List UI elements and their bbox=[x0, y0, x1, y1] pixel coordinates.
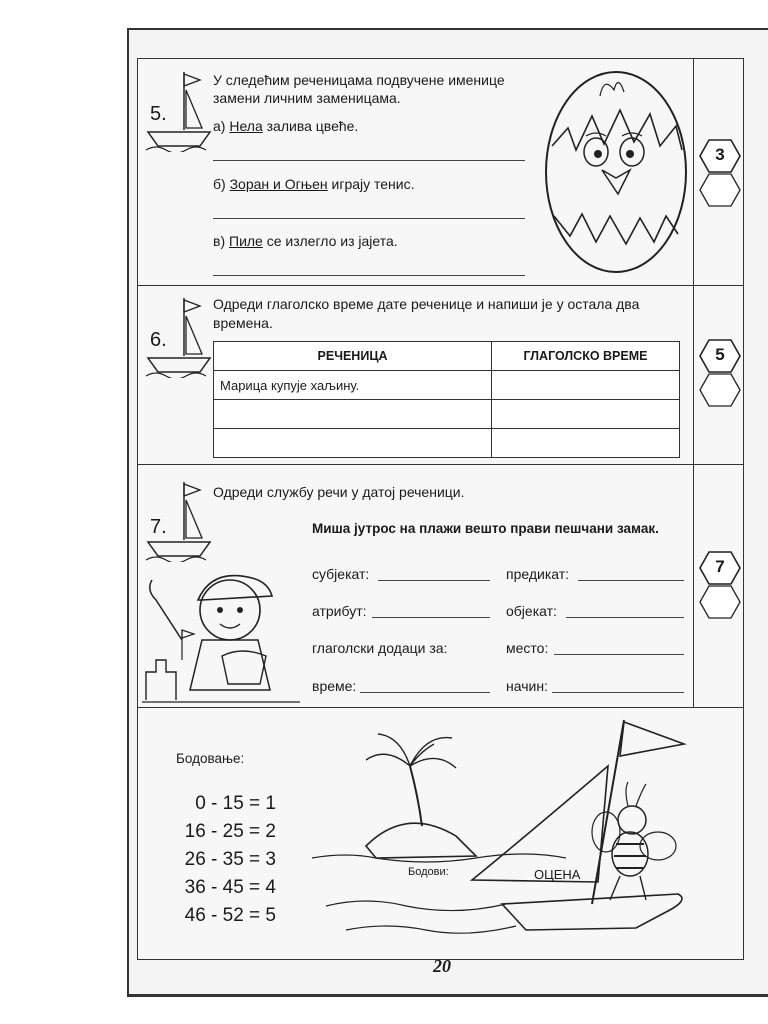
item-c-prefix: в) bbox=[213, 233, 226, 249]
divider-7-scoring bbox=[138, 707, 743, 708]
answer-line-a[interactable] bbox=[213, 160, 525, 161]
label-manner: начин: bbox=[506, 678, 548, 694]
label-attribute: атрибут: bbox=[312, 603, 367, 619]
boy-sandcastle-illustration bbox=[142, 560, 302, 706]
row1-sentence: Марица купује хаљину. bbox=[214, 371, 492, 400]
row3-sentence-cell[interactable] bbox=[214, 429, 492, 458]
scoring-row-5: 46 - 52 = 5 bbox=[184, 905, 276, 926]
points-label: Бодови: bbox=[408, 866, 449, 878]
task7-sentence: Миша јутрос на плажи вешто прави пешчани замак. bbox=[312, 521, 659, 536]
label-time: време: bbox=[312, 678, 357, 694]
row1-tense-cell[interactable] bbox=[492, 371, 680, 400]
answer-line-c[interactable] bbox=[213, 275, 525, 276]
task5-item-a bbox=[213, 118, 358, 135]
page-bottom-rule bbox=[127, 994, 768, 997]
table-row bbox=[214, 400, 680, 429]
row2-tense-cell[interactable] bbox=[492, 400, 680, 429]
label-object: објекат: bbox=[506, 603, 557, 619]
item-a-rest: залива цвеће. bbox=[266, 118, 359, 134]
item-a-noun: Нела bbox=[229, 118, 263, 134]
table-header-row bbox=[214, 342, 680, 371]
scoring-row-4: 36 - 45 = 4 bbox=[184, 877, 276, 898]
label-adverbials: глаголски додаци за: bbox=[312, 640, 448, 656]
scoring-title: Бодовање: bbox=[176, 751, 245, 766]
row3-tense-cell[interactable] bbox=[492, 429, 680, 458]
task-number-6: 6. bbox=[150, 329, 167, 351]
answer-line-manner[interactable] bbox=[552, 692, 684, 693]
task5-instruction-line2: замени личним заменицама. bbox=[213, 90, 401, 106]
answer-line-place[interactable] bbox=[554, 654, 684, 655]
table-row bbox=[214, 429, 680, 458]
row2-sentence-cell[interactable] bbox=[214, 400, 492, 429]
max-points-5: 3 bbox=[715, 145, 725, 164]
points-column-divider bbox=[693, 59, 694, 707]
divider-5-6 bbox=[138, 285, 743, 286]
scoring-row-2: 16 - 25 = 2 bbox=[184, 821, 276, 842]
item-c-noun: Пиле bbox=[229, 233, 263, 249]
item-a-prefix: а) bbox=[213, 118, 226, 134]
scoring-row-3: 26 - 35 = 3 bbox=[184, 849, 276, 870]
task-number-7: 7. bbox=[150, 516, 167, 538]
task6-instruction-line2: времена. bbox=[213, 315, 273, 331]
item-b-noun: Зоран и Огњен bbox=[229, 176, 328, 192]
answer-line-time[interactable] bbox=[360, 692, 490, 693]
divider-6-7 bbox=[138, 464, 743, 465]
col-header-tense: ГЛАГОЛСКО ВРЕМЕ bbox=[492, 342, 680, 371]
answer-line-predicate[interactable] bbox=[578, 580, 684, 581]
scoring-row-1: 0 - 15 = 1 bbox=[195, 793, 276, 814]
page-number: 20 bbox=[433, 956, 451, 976]
label-subject: субјекат: bbox=[312, 566, 370, 582]
max-points-6: 5 bbox=[715, 345, 725, 364]
task-number-5: 5. bbox=[150, 103, 167, 125]
task5-item-c bbox=[213, 233, 398, 250]
answer-line-object[interactable] bbox=[566, 617, 684, 618]
answer-line-subject[interactable] bbox=[378, 580, 490, 581]
table-row bbox=[214, 371, 680, 400]
grade-label: ОЦЕНА bbox=[534, 867, 581, 882]
item-c-rest: се излегло из јајета. bbox=[266, 233, 398, 249]
col-header-sentence: РЕЧЕНИЦА bbox=[214, 342, 492, 371]
label-predicate: предикат: bbox=[506, 566, 570, 582]
task6-instruction-line1: Одреди глаголско време дате реченице и напиши је у остала два bbox=[213, 296, 640, 312]
label-place: место: bbox=[506, 640, 549, 656]
island-sailboat-illustration bbox=[306, 716, 698, 952]
task7-instruction: Одреди службу речи у датој реченици. bbox=[213, 484, 465, 500]
task5-item-b bbox=[213, 176, 415, 193]
item-b-prefix: б) bbox=[213, 176, 226, 192]
answer-line-b[interactable] bbox=[213, 218, 525, 219]
tense-table bbox=[213, 341, 680, 458]
item-b-rest: играју тенис. bbox=[331, 176, 415, 192]
chick-in-egg-illustration bbox=[540, 66, 692, 278]
answer-line-attribute[interactable] bbox=[372, 617, 490, 618]
task5-instruction-line1: У следећим реченицама подвучене именице bbox=[213, 72, 505, 88]
max-points-7: 7 bbox=[715, 557, 725, 576]
